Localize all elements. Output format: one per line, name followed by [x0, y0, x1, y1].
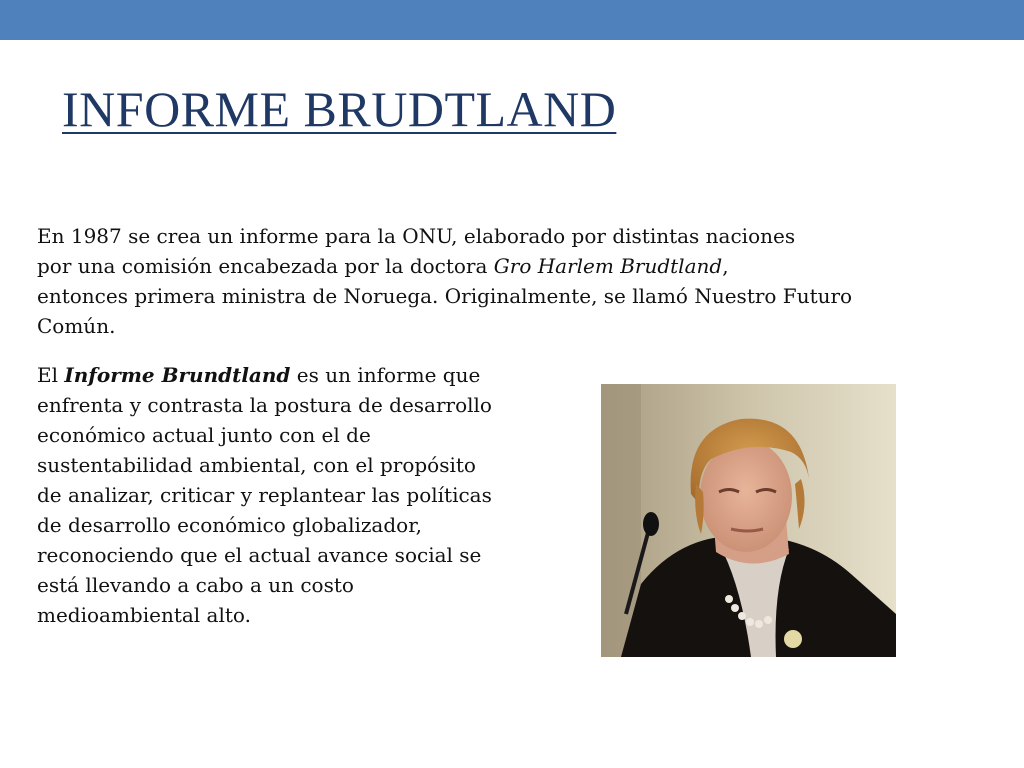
- body-text: es un informe que: [290, 363, 481, 387]
- body-paragraph: [37, 360, 557, 630]
- intro-line: Común.: [37, 314, 116, 338]
- report-name: Informe Brundtland: [64, 363, 291, 387]
- intro-line: [37, 251, 937, 281]
- intro-line: entonces primera ministra de Noruega. Originalmente, se llamó Nuestro Futuro: [37, 284, 853, 308]
- intro-text: por una comisión encabezada por la doctora: [37, 254, 494, 278]
- body-line: de desarrollo económico globalizador,: [37, 513, 422, 537]
- body-line: sustentabilidad ambiental, con el propósito: [37, 453, 476, 477]
- body-line: está llevando a cabo a un costo: [37, 573, 354, 597]
- body-line: medioambiental alto.: [37, 603, 251, 627]
- header-accent-bar: [0, 0, 1024, 40]
- intro-paragraph: [37, 221, 937, 341]
- body-line: de analizar, criticar y replantear las políticas: [37, 483, 492, 507]
- intro-text: ,: [722, 254, 729, 278]
- portrait-photo: [601, 384, 896, 657]
- slide-title: INFORME BRUDTLAND: [62, 81, 617, 137]
- body-line: reconociendo que el actual avance social se: [37, 543, 482, 567]
- person-name: Gro Harlem Brudtland: [493, 254, 723, 278]
- intro-line: En 1987 se crea un informe para la ONU, elaborado por distintas naciones: [37, 224, 796, 248]
- body-line: enfrenta y contrasta la postura de desarrollo: [37, 393, 492, 417]
- body-line: económico actual junto con el de: [37, 423, 371, 447]
- body-text: El: [37, 363, 65, 387]
- body-line: [37, 360, 557, 390]
